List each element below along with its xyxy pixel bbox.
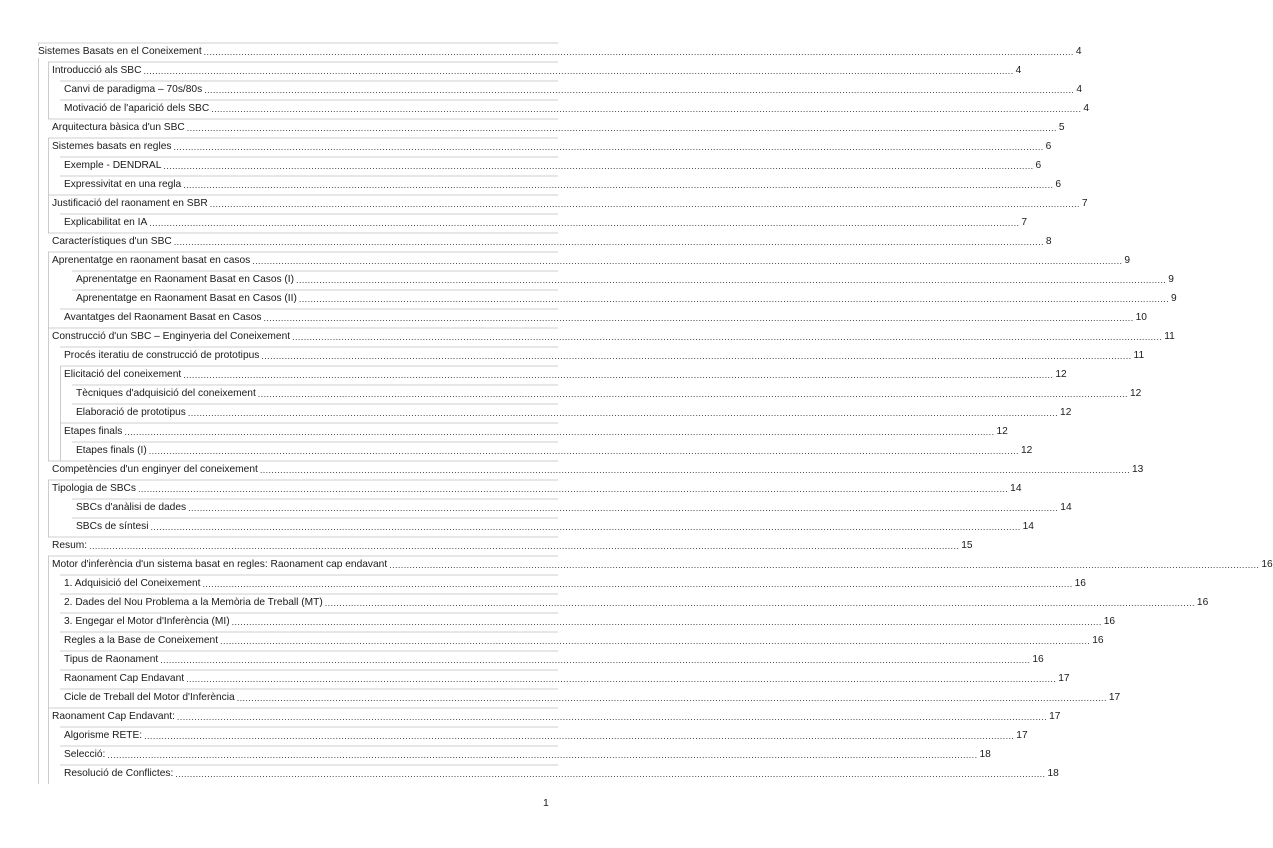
- toc-entry-title: Explicabilitat en IA: [64, 217, 148, 228]
- toc-entry-title: Elaboració de prototipus: [76, 407, 186, 418]
- toc-entry[interactable]: [38, 77, 1083, 96]
- toc-leader-dots: ............................................................................................................................................................................................................................................................................................................: [252, 256, 1123, 266]
- toc-entry[interactable]: [38, 191, 1088, 210]
- toc-leader-dots: ............................................................................................................................................................................................................................................................................................................: [296, 275, 1167, 285]
- toc-leader-dots: ............................................................................................................................................................................................................................................................................................................: [187, 408, 1059, 418]
- toc-entry-page: 15: [961, 540, 973, 551]
- toc-entry-title: Motivació de l'aparició dels SBC: [64, 103, 210, 114]
- toc-leader-dots: ............................................................................................................................................................................................................................................................................................................: [261, 351, 1132, 361]
- toc-leader-dots: ............................................................................................................................................................................................................................................................................................................: [89, 541, 960, 551]
- toc-leader-dots: ............................................................................................................................................................................................................................................................................................................: [202, 579, 1073, 589]
- toc-entry-title: SBCs de síntesi: [76, 521, 149, 532]
- toc-leader-dots: ............................................................................................................................................................................................................................................................................................................: [263, 313, 1134, 323]
- toc-leader-dots: ............................................................................................................................................................................................................................................................................................................: [148, 446, 1019, 456]
- toc-entry-page: 4: [1083, 103, 1090, 114]
- toc-entry[interactable]: [38, 305, 1147, 324]
- toc-leader-dots: ............................................................................................................................................................................................................................................................................................................: [188, 503, 1059, 513]
- toc-leader-dots: ............................................................................................................................................................................................................................................................................................................: [204, 85, 1075, 95]
- toc-leader-dots: ............................................................................................................................................................................................................................................................................................................: [257, 389, 1128, 399]
- toc-leader-dots: ............................................................................................................................................................................................................................................................................................................: [173, 237, 1044, 247]
- toc-entry-page: 12: [1020, 445, 1033, 456]
- toc-entry[interactable]: [38, 419, 1008, 438]
- toc-entry-title: SBCs d'anàlisi de dades: [76, 502, 187, 513]
- toc-leader-dots: ............................................................................................................................................................................................................................................................................................................: [220, 636, 1091, 646]
- toc-entry-title: Introducció als SBC: [52, 65, 142, 76]
- toc-entry-page: 13: [1131, 464, 1144, 475]
- toc-entry-page: 11: [1133, 350, 1145, 361]
- toc-leader-dots: ............................................................................................................................................................................................................................................................................................................: [183, 180, 1054, 190]
- toc-entry-page: 9: [1171, 293, 1177, 304]
- toc-entry-page: 17: [1108, 692, 1121, 703]
- toc-leader-dots: ............................................................................................................................................................................................................................................................................................................: [149, 218, 1020, 228]
- toc-entry-page: 5: [1058, 122, 1065, 133]
- toc-entry[interactable]: [38, 210, 1028, 229]
- toc-entry-title: Aprenentatge en Raonament Basat en Casos (II): [76, 293, 297, 304]
- toc-entry[interactable]: [38, 58, 1022, 77]
- toc-entry[interactable]: [38, 704, 1061, 723]
- toc-entry-page: 4: [1075, 46, 1082, 57]
- toc-entry-page: 17: [1016, 730, 1028, 741]
- toc-entry-page: 8: [1045, 236, 1052, 247]
- toc-entry-page: 14: [1010, 483, 1022, 494]
- toc-entry-page: 6: [1035, 160, 1042, 171]
- toc-entry-title: Justificació del raonament en SBR: [52, 198, 208, 209]
- toc-leader-dots: ............................................................................................................................................................................................................................................................................................................: [209, 199, 1080, 209]
- toc-entry-title: Motor d'inferència d'un sistema basat en regles: Raonament cap endavant: [52, 559, 388, 570]
- toc-leader-dots: ............................................................................................................................................................................................................................................................................................................: [211, 104, 1082, 114]
- toc-entry[interactable]: [38, 514, 1034, 533]
- toc-leader-dots: ............................................................................................................................................................................................................................................................................................................: [175, 769, 1046, 779]
- toc-entry-page: 16: [1074, 578, 1086, 589]
- toc-entry[interactable]: [38, 400, 1072, 419]
- toc-entry[interactable]: [38, 666, 1070, 685]
- toc-entry[interactable]: [38, 742, 991, 761]
- toc-entry-page: 17: [1049, 711, 1061, 722]
- toc-entry-page: 14: [1060, 502, 1072, 513]
- toc-entry[interactable]: [38, 381, 1142, 400]
- toc-leader-dots: ............................................................................................................................................................................................................................................................................................................: [298, 294, 1170, 304]
- toc-entry[interactable]: [38, 590, 1209, 609]
- toc-entry-title: Exemple - DENDRAL: [64, 160, 162, 171]
- toc-entry[interactable]: [38, 267, 1174, 286]
- toc-leader-dots: ............................................................................................................................................................................................................................................................................................................: [203, 47, 1074, 57]
- toc-leader-dots: ............................................................................................................................................................................................................................................................................................................: [176, 712, 1048, 722]
- toc-leader-dots: ............................................................................................................................................................................................................................................................................................................: [143, 66, 1014, 76]
- toc-entry-page: 9: [1168, 274, 1174, 285]
- toc-leader-dots: ............................................................................................................................................................................................................................................................................................................: [173, 142, 1044, 152]
- toc-entry-title: Construcció d'un SBC – Enginyeria del Coneixement: [52, 331, 291, 342]
- toc-entry-title: Expressivitat en una regla: [64, 179, 182, 190]
- toc-entry-page: 16: [1032, 654, 1044, 665]
- toc-entry-page: 16: [1196, 597, 1209, 608]
- toc-entry[interactable]: [38, 229, 1052, 248]
- toc-entry[interactable]: [38, 39, 1082, 58]
- toc-entry-page: 16: [1261, 559, 1273, 570]
- toc-entry[interactable]: [38, 476, 1022, 495]
- toc-entry-title: Algorisme RETE:: [64, 730, 143, 741]
- toc-entry-title: Canvi de paradigma – 70s/80s: [64, 84, 203, 95]
- toc-entry-title: Característiques d'un SBC: [52, 236, 172, 247]
- toc-entry-page: 16: [1092, 635, 1104, 646]
- toc-entry-title: Etapes finals: [64, 426, 123, 437]
- toc-leader-dots: ............................................................................................................................................................................................................................................................................................................: [186, 674, 1057, 684]
- toc-entry[interactable]: [38, 685, 1121, 704]
- toc-leader-dots: ............................................................................................................................................................................................................................................................................................................: [292, 332, 1163, 342]
- toc-leader-dots: ............................................................................................................................................................................................................................................................................................................: [236, 693, 1107, 703]
- toc-entry[interactable]: [38, 134, 1052, 153]
- toc-entry-title: Regles a la Base de Coneixement: [64, 635, 219, 646]
- toc-entry[interactable]: [38, 248, 1131, 267]
- toc-entry-title: Tipus de Raonament: [64, 654, 159, 665]
- toc-leader-dots: ............................................................................................................................................................................................................................................................................................................: [183, 370, 1054, 380]
- toc-entry-title: 1. Adquisició del Coneixement: [64, 578, 201, 589]
- toc-entry-title: Competències d'un enginyer del coneixement: [52, 464, 258, 475]
- toc-entry-title: Sistemes Basats en el Coneixement: [38, 46, 202, 57]
- toc-entry-page: 7: [1081, 198, 1088, 209]
- toc-entry-title: Tipologia de SBCs: [52, 483, 136, 494]
- toc-entry-title: Resum:: [52, 540, 88, 551]
- toc-entry-page: 4: [1015, 65, 1022, 76]
- toc-leader-dots: ............................................................................................................................................................................................................................................................................................................: [138, 484, 1009, 494]
- toc-leader-dots: ............................................................................................................................................................................................................................................................................................................: [124, 427, 995, 437]
- toc-entry-page: 12: [1129, 388, 1142, 399]
- toc-entry-title: 3. Engegar el Motor d'Inferència (MI): [64, 616, 230, 627]
- toc-leader-dots: ............................................................................................................................................................................................................................................................................................................: [144, 731, 1015, 741]
- toc-entry[interactable]: [38, 552, 1273, 571]
- toc-entry-title: Procés iteratiu de construcció de prototipus: [64, 350, 260, 361]
- toc-entry-page: 12: [996, 426, 1008, 437]
- toc-entry-page: 14: [1022, 521, 1034, 532]
- toc-entry[interactable]: [38, 362, 1067, 381]
- toc-entry-page: 12: [1055, 369, 1067, 380]
- toc-entry[interactable]: [38, 343, 1145, 362]
- toc-entry[interactable]: [38, 153, 1042, 172]
- toc-entry-page: 18: [1047, 768, 1059, 779]
- toc-entry[interactable]: [38, 761, 1059, 780]
- toc-entry-page: 11: [1164, 331, 1175, 342]
- toc-entry-page: 17: [1058, 673, 1070, 684]
- toc-entry[interactable]: [38, 115, 1065, 134]
- toc-entry-title: Aprenentatge en raonament basat en casos: [52, 255, 251, 266]
- toc-entry-page: 18: [979, 749, 991, 760]
- toc-entry[interactable]: [38, 457, 1144, 476]
- toc-entry-title: Aprenentatge en Raonament Basat en Casos (I): [76, 274, 295, 285]
- toc-leader-dots: ............................................................................................................................................................................................................................................................................................................: [186, 123, 1057, 133]
- toc-entry-title: Raonament Cap Endavant: [64, 673, 185, 684]
- toc-entry[interactable]: [38, 628, 1104, 647]
- toc-entry-title: Selecció:: [64, 749, 106, 760]
- toc-entry[interactable]: [38, 172, 1062, 191]
- toc-entry[interactable]: [38, 571, 1086, 590]
- toc-leader-dots: ............................................................................................................................................................................................................................................................................................................: [324, 598, 1195, 608]
- toc-leader-dots: ............................................................................................................................................................................................................................................................................................................: [163, 161, 1034, 171]
- toc-entry[interactable]: [38, 609, 1116, 628]
- toc-entry-title: Etapes finals (I): [76, 445, 147, 456]
- toc-leader-dots: ............................................................................................................................................................................................................................................................................................................: [389, 560, 1260, 570]
- toc-entry-page: 6: [1045, 141, 1052, 152]
- toc-leader-dots: ............................................................................................................................................................................................................................................................................................................: [259, 465, 1130, 475]
- toc-entry-title: Arquitectura bàsica d'un SBC: [52, 122, 185, 133]
- toc-entry-title: Sistemes basats en regles: [52, 141, 172, 152]
- toc-entry-title: Tècniques d'adquisició del coneixement: [76, 388, 256, 399]
- toc-entry-title: Avantatges del Raonament Basat en Casos: [64, 312, 262, 323]
- toc-entry-page: 16: [1103, 616, 1116, 627]
- toc-entry-page: 10: [1135, 312, 1147, 323]
- toc-leader-dots: ............................................................................................................................................................................................................................................................................................................: [160, 655, 1031, 665]
- toc-entry-page: 4: [1076, 84, 1083, 95]
- toc-entry[interactable]: [38, 96, 1090, 115]
- toc-entry[interactable]: [38, 533, 973, 552]
- toc-entry[interactable]: [38, 723, 1028, 742]
- toc-entry[interactable]: [38, 495, 1072, 514]
- toc-entry[interactable]: [38, 286, 1177, 305]
- page-number: 1: [543, 797, 549, 809]
- toc-entry-page: 12: [1060, 407, 1072, 418]
- toc-entry[interactable]: [38, 647, 1044, 666]
- toc-leader-dots: ............................................................................................................................................................................................................................................................................................................: [150, 522, 1021, 532]
- toc-entry-page: 7: [1021, 217, 1028, 228]
- toc-entry-title: Cicle de Treball del Motor d'Inferència: [64, 692, 235, 703]
- toc-entry-title: Elicitació del coneixement: [64, 369, 182, 380]
- toc-entry[interactable]: [38, 324, 1175, 343]
- toc-entry-page: 6: [1055, 179, 1062, 190]
- table-of-contents: [38, 39, 1273, 780]
- toc-entry-title: 2. Dades del Nou Problema a la Memòria de Treball (MT): [64, 597, 323, 608]
- toc-entry[interactable]: [38, 438, 1033, 457]
- toc-entry-title: Resolució de Conflictes:: [64, 768, 174, 779]
- toc-leader-dots: ............................................................................................................................................................................................................................................................................................................: [231, 617, 1102, 627]
- toc-entry-title: Raonament Cap Endavant:: [52, 711, 175, 722]
- toc-entry-page: 9: [1124, 255, 1131, 266]
- toc-leader-dots: ............................................................................................................................................................................................................................................................................................................: [107, 750, 978, 760]
